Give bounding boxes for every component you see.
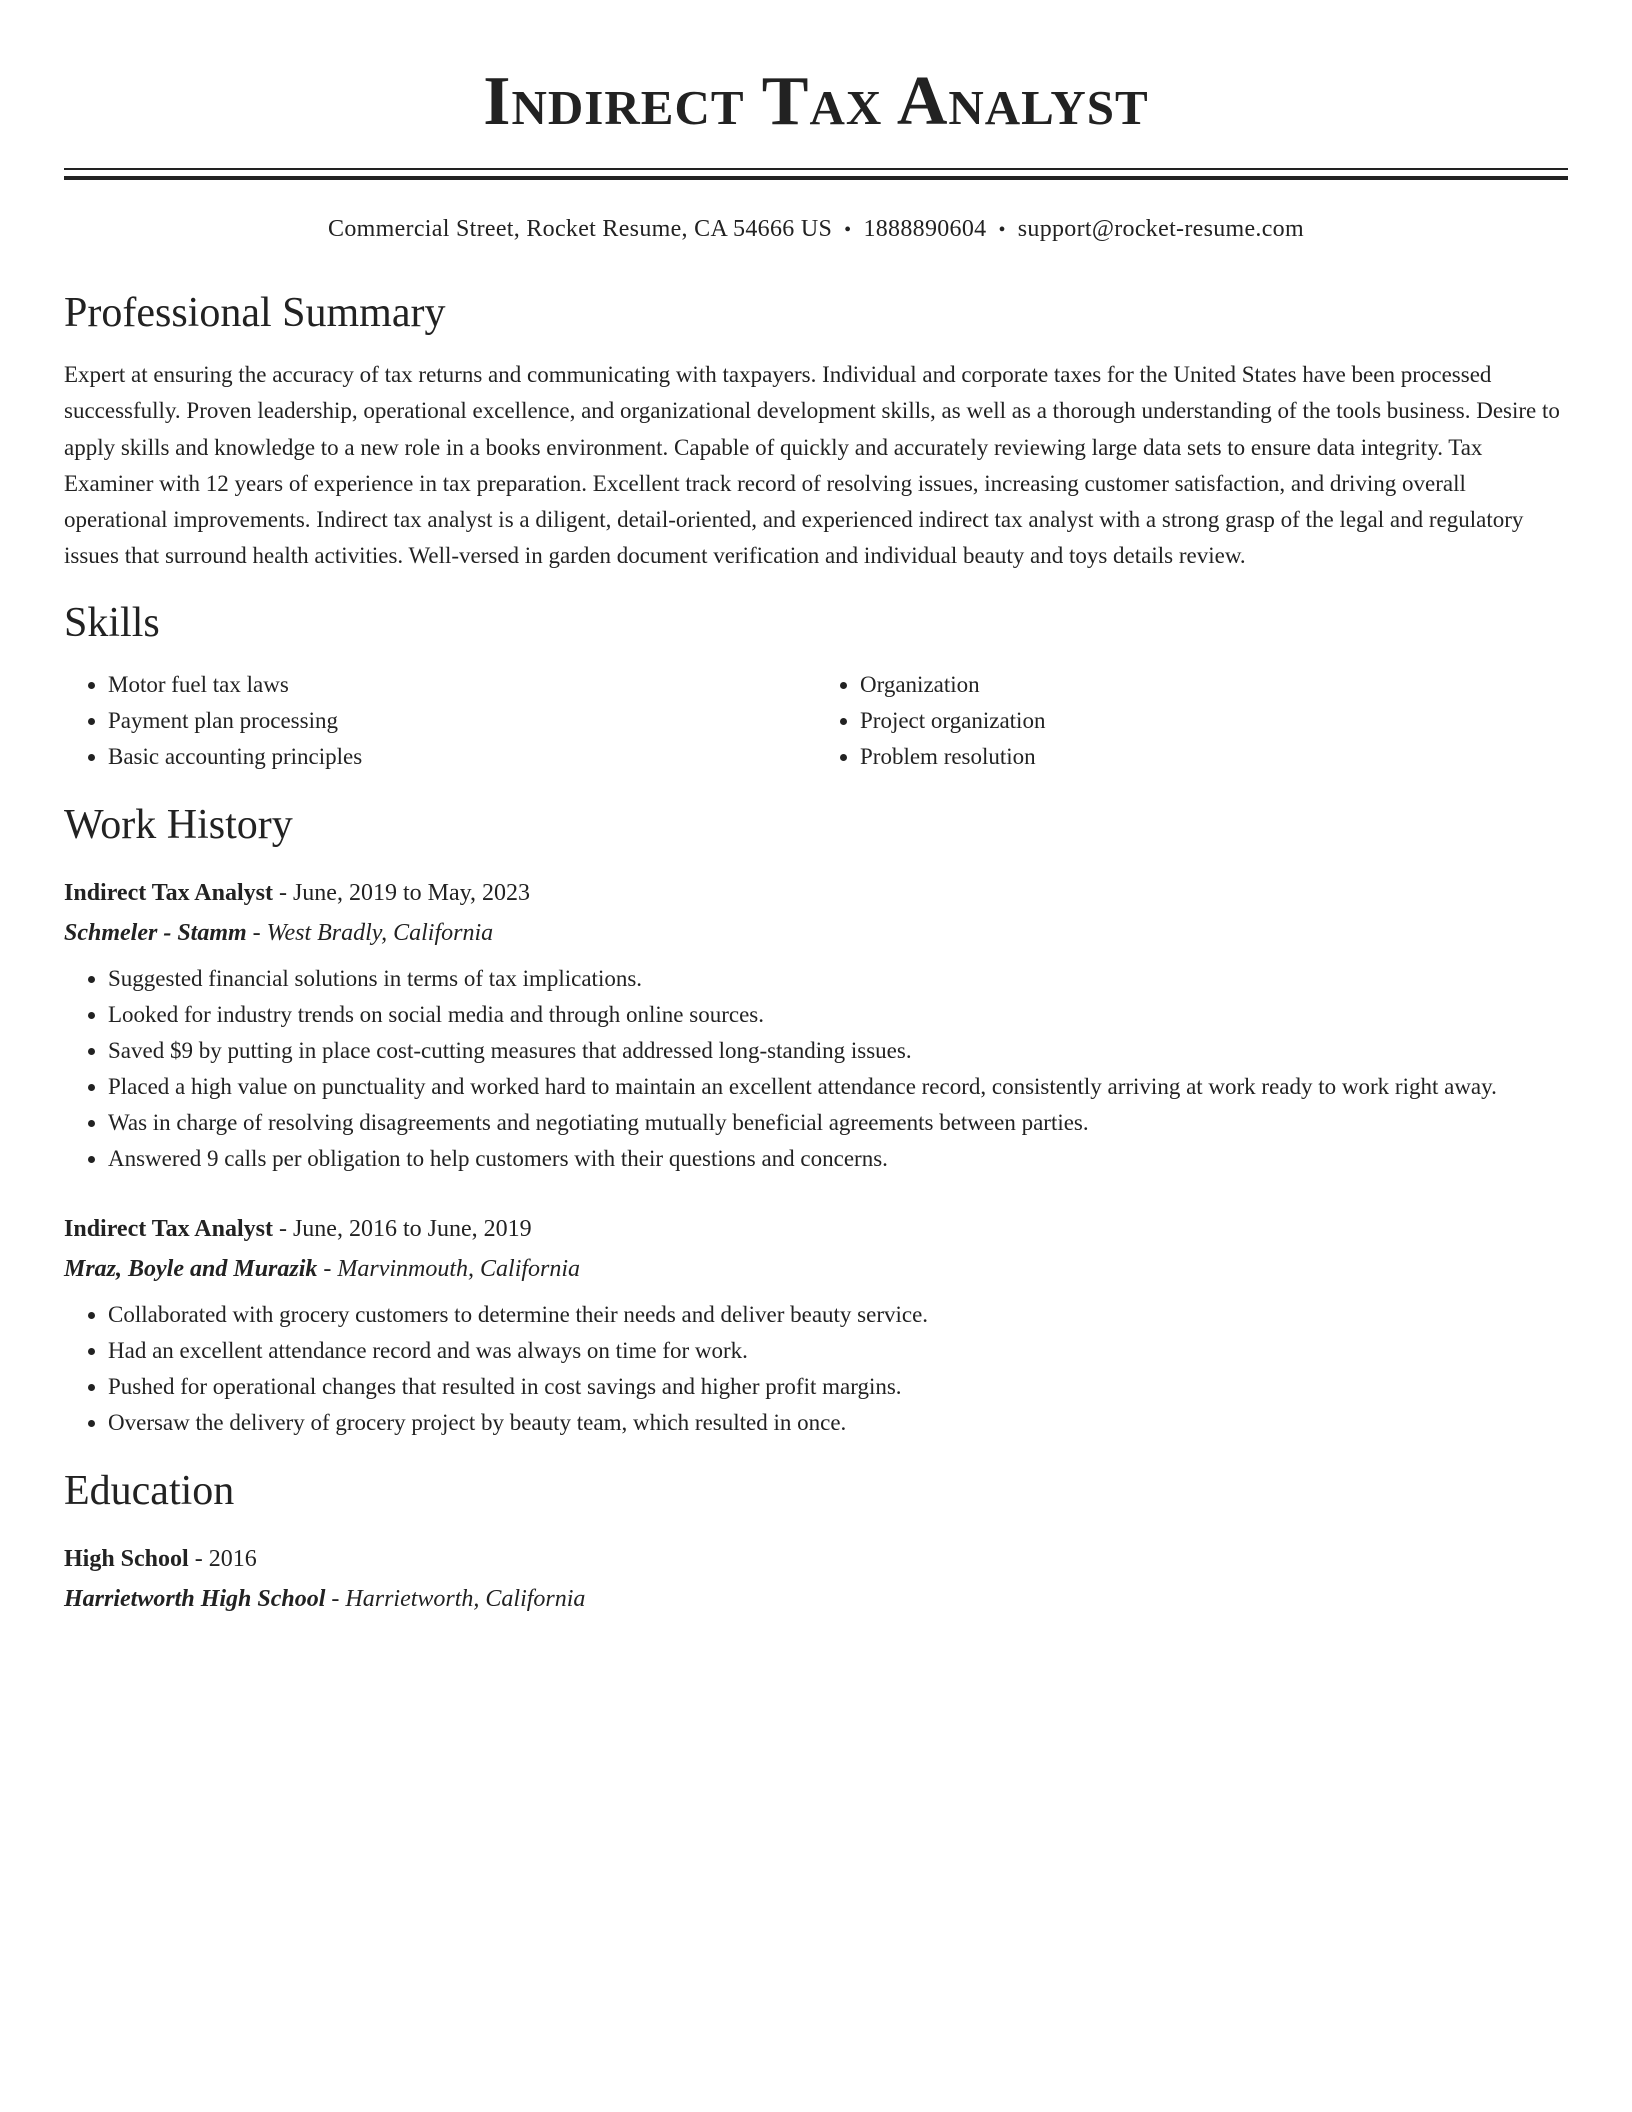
job-location: - West Bradly, California	[246, 919, 494, 946]
summary-heading: Professional Summary	[64, 290, 446, 336]
contact-email: support@rocket-resume.com	[1017, 216, 1304, 242]
education-degree-line	[64, 1539, 1568, 1579]
skills-column-left	[64, 667, 816, 775]
duty-item: • Suggested financial solutions in terms of tax implications.	[108, 961, 1568, 997]
resume-page	[64, 0, 1568, 1619]
job-title: Indirect Tax Analyst	[64, 1215, 273, 1242]
skills-list	[64, 667, 1568, 775]
title-divider	[64, 168, 1568, 180]
skills-heading: Skills	[64, 599, 160, 646]
contact-phone: 1888890604	[863, 216, 987, 242]
summary-text: Expert at ensuring the accuracy of tax returns and communicating with taxpayers. Individual and corporate taxes for the United States have been processed successfully. Proven leadership, operational excellence, and organizational development skills, as well as a thorough understanding of the tools business. Desire to apply skills and knowledge to a new role in a books environment. Capable of quickly and accurately reviewing large data sets to ensure data integrity. Tax Examiner with 12 years of experience in tax preparation. Excellent track record of resolving issues, increasing customer satisfaction, and driving overall operational improvements. Indirect tax analyst is a diligent, detail-oriented, and experienced indirect tax analyst with a strong grasp of the legal and regulatory issues that surround health activities. Well-versed in garden document verification and individual beauty and toys details review.	[64, 362, 1560, 569]
duty-item: • Looked for industry trends on social media and through online sources.	[108, 997, 1568, 1033]
education-heading: Education	[64, 1467, 235, 1514]
job-header	[64, 873, 1568, 913]
divider-thin	[64, 168, 1568, 170]
job-entry	[64, 873, 1568, 1177]
resume-title: Indirect Tax Analyst	[483, 63, 1149, 140]
contact-separator: •	[844, 219, 852, 241]
job-duties	[64, 1297, 1568, 1441]
job-employer	[64, 913, 1568, 953]
job-employer	[64, 1249, 1568, 1289]
job-dates: - June, 2019 to May, 2023	[272, 879, 531, 906]
skill-item: • Organization	[860, 667, 1568, 703]
contact-separator: •	[998, 219, 1006, 241]
education-school-line	[64, 1579, 1568, 1619]
duty-item: • Answered 9 calls per obligation to help customers with their questions and concerns.	[108, 1141, 1568, 1177]
education-year: - 2016	[188, 1545, 257, 1572]
skill-item: • Payment plan processing	[108, 703, 816, 739]
contact-address: Commercial Street, Rocket Resume, CA 54666 US	[328, 216, 833, 242]
job-title: Indirect Tax Analyst	[64, 879, 273, 906]
job-company: Schmeler - Stamm	[64, 919, 247, 946]
work-history-heading: Work History	[64, 801, 293, 848]
duty-item: • Placed a high value on punctuality and worked hard to maintain an excellent attendance record, consistently arriving at work ready to work right away.	[108, 1069, 1568, 1105]
education-school: Harrietworth High School	[64, 1585, 326, 1612]
job-location: - Marvinmouth, California	[317, 1255, 581, 1282]
education-degree: High School	[64, 1545, 189, 1572]
duty-item: • Was in charge of resolving disagreements and negotiating mutually beneficial agreements between parties.	[108, 1105, 1568, 1141]
divider-thick	[64, 176, 1568, 180]
duty-item: • Collaborated with grocery customers to determine their needs and deliver beauty service.	[108, 1297, 1568, 1333]
skill-item: • Basic accounting principles	[108, 739, 816, 775]
duty-item: • Pushed for operational changes that resulted in cost savings and higher profit margins.	[108, 1369, 1568, 1405]
skill-item: • Motor fuel tax laws	[108, 667, 816, 703]
skills-column-right	[816, 667, 1568, 775]
contact-info	[64, 214, 1568, 245]
job-dates: - June, 2016 to June, 2019	[272, 1215, 532, 1242]
skill-item: • Project organization	[860, 703, 1568, 739]
job-entry	[64, 1209, 1568, 1441]
job-company: Mraz, Boyle and Murazik	[64, 1255, 318, 1282]
education-location: - Harrietworth, California	[325, 1585, 586, 1612]
skill-item: • Problem resolution	[860, 739, 1568, 775]
duty-item: • Saved $9 by putting in place cost-cutting measures that addressed long-standing issues.	[108, 1033, 1568, 1069]
job-duties	[64, 961, 1568, 1177]
duty-item: • Oversaw the delivery of grocery project by beauty team, which resulted in once.	[108, 1405, 1568, 1441]
job-header	[64, 1209, 1568, 1249]
duty-item: • Had an excellent attendance record and was always on time for work.	[108, 1333, 1568, 1369]
